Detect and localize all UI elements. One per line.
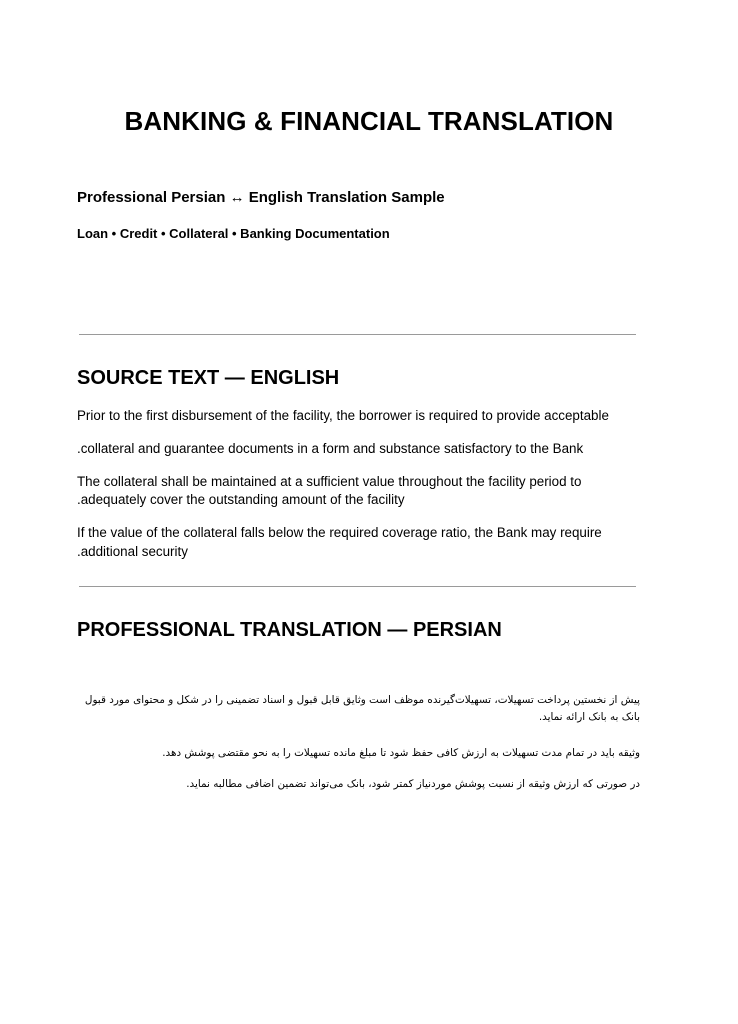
document-tagline: Loan • Credit • Collateral • Banking Documentation xyxy=(77,226,390,241)
persian-paragraph: وثیقه باید در تمام مدت تسهیلات به ارزش کافی حفظ شود تا مبلغ مانده تسهیلات را به نحو مقتضی پوشش دهد. xyxy=(162,747,640,759)
document-title: BANKING & FINANCIAL TRANSLATION xyxy=(124,106,614,136)
translation-heading: PROFESSIONAL TRANSLATION — PERSIAN xyxy=(77,619,502,641)
source-line: .collateral and guarantee documents in a form and substance satisfactory to the Bank xyxy=(77,441,584,456)
persian-paragraph: در صورتی که ارزش وثیقه از نسبت پوشش موردنیاز کمتر شود، بانک می‌تواند تضمین اضافی مطالبه نماید. xyxy=(186,778,640,790)
section-divider xyxy=(79,586,636,587)
source-line: The collateral shall be maintained at a sufficient value throughout the facility period to xyxy=(77,474,582,489)
source-line: If the value of the collateral falls below the required coverage ratio, the Bank may require xyxy=(77,525,602,540)
source-heading: SOURCE TEXT — ENGLISH xyxy=(77,367,340,389)
source-line: Prior to the first disbursement of the facility, the borrower is required to provide acceptable xyxy=(77,408,609,423)
section-divider xyxy=(79,334,636,335)
persian-paragraph: پیش از نخستین پرداخت تسهیلات، تسهیلات‌گیرنده موظف است وثایق قابل قبول و اسناد تضمینی را در شکل و محتوای مورد قبول بانک به بانک ارائه نماید. xyxy=(84,694,640,723)
document-subtitle: Professional Persian ↔ English Translation Sample xyxy=(77,189,445,206)
source-line: .adequately cover the outstanding amount of the facility xyxy=(77,492,405,507)
source-line: .additional security xyxy=(77,544,188,559)
